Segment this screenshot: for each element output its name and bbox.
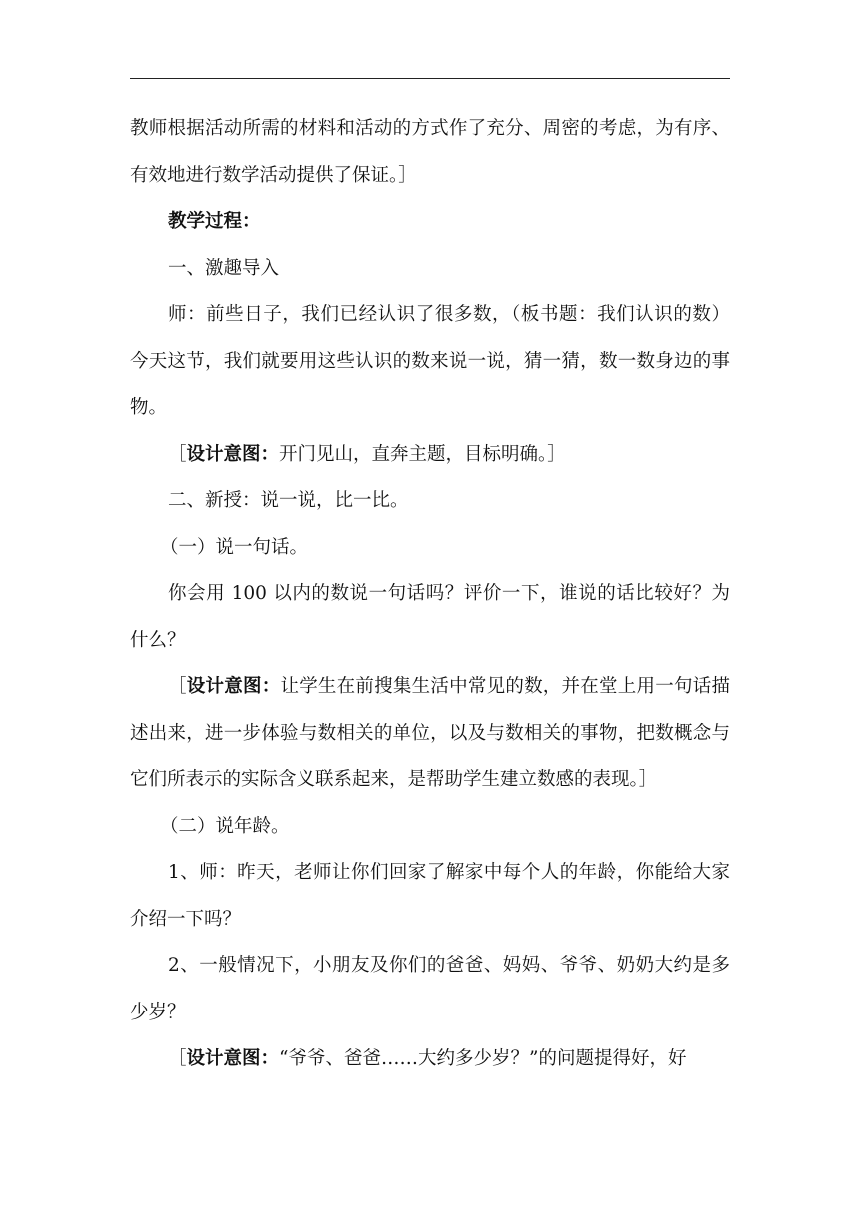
paragraph-teacher-intro: 师：前些日子，我们已经认识了很多数，（板书题：我们认识的数）今天这节，我们就要用这些认识的数来说一说，猜一猜，数一数身边的事物。 [130, 304, 730, 418]
paragraph-age-question-1: 1、师：昨天，老师让你们回家了解家中每个人的年龄，你能给大家介绍一下吗？ [130, 862, 730, 930]
section-heading-teaching-process: 教学过程： [168, 211, 261, 232]
design-intent-text: “爷爷、爸爸……大约多少岁？”的问题提得好，好 [279, 1048, 687, 1069]
design-intent-label: 设计意图： [186, 1048, 280, 1069]
design-intent-paragraph-2 [130, 664, 730, 804]
header-rule [130, 78, 730, 79]
design-intent-text: 让学生在前搜集生活中常见的数，并在堂上用一句话描述出来，进一步体验与数相关的单位，以及与数相关的事物，把数概念与它们所表示的实际含义联系起来，是帮助学生建立数感的表现。］ [130, 676, 730, 790]
paragraph-age-question-2: 2、一般情况下，小朋友及你们的爸爸、妈妈、爷爷、奶奶大约是多少岁？ [130, 955, 730, 1023]
subsection-heading-say-sentence: （一）说一句话。 [160, 536, 309, 558]
design-intent-label: 设计意图： [186, 443, 280, 465]
section-heading-new-lesson: 二、新授：说一说，比一比。 [168, 490, 409, 511]
design-intent-paragraph-3 [130, 1036, 730, 1083]
design-intent-label: 设计意图： [186, 676, 281, 697]
bracket-open: ［ [168, 443, 187, 465]
bracket-open: ［ [168, 676, 187, 697]
subsection-heading-say-age: （二）说年龄。 [160, 815, 290, 837]
section-heading-intro: 一、激趣导入 [168, 257, 280, 279]
bracket-open: ［ [168, 1048, 187, 1069]
design-intent-paragraph-1 [130, 432, 730, 479]
paragraph-continued-comment: 教师根据活动所需的材料和活动的方式作了充分、周密的考虑，为有序、有效地进行数学活动提供了保证。］ [130, 118, 730, 186]
design-intent-text: 开门见山，直奔主题，目标明确。］ [279, 443, 566, 465]
paragraph-question-sentence: 你会用 100 以内的数说一句话吗？评价一下，谁说的话比较好？为什么？ [130, 583, 730, 651]
document-body [130, 106, 730, 1083]
